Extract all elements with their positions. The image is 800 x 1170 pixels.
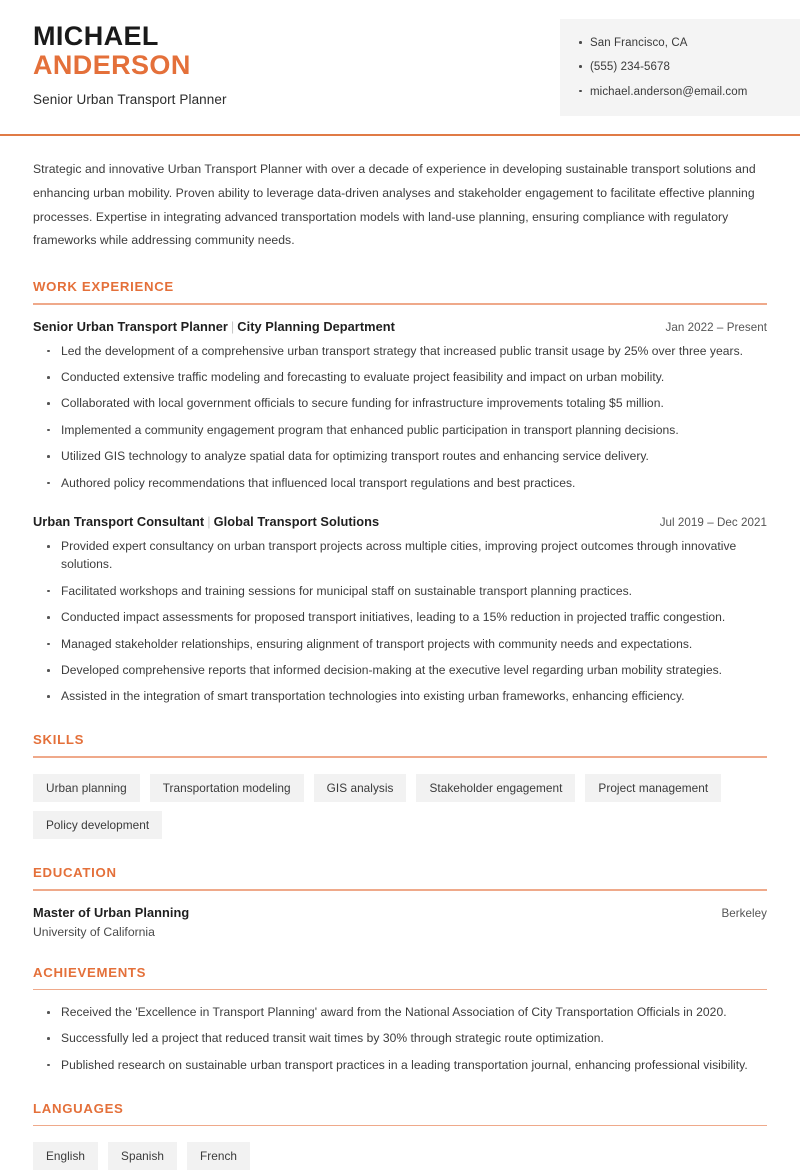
list-item: Successfully led a project that reduced transit wait times by 30% through strategic route optimization. <box>47 1030 767 1048</box>
work-entry-bullets <box>33 538 767 706</box>
language-chip: English <box>33 1142 98 1170</box>
education-degree: Master of Urban Planning <box>33 904 190 920</box>
contact-list <box>560 31 800 104</box>
skill-chip: Project management <box>585 774 721 802</box>
section-rule <box>33 989 767 991</box>
list-item: Collaborated with local government officials to secure funding for infrastructure improvements totaling $5 million. <box>47 395 767 413</box>
section-achievements <box>33 965 767 1075</box>
list-item: Managed stakeholder relationships, ensuring alignment of transport projects with community needs and expectations. <box>47 636 767 654</box>
list-item: Conducted impact assessments for proposed transport initiatives, leading to a 15% reduction in projected traffic congestion. <box>47 609 767 627</box>
title-separator: | <box>230 318 235 334</box>
skill-chip: Transportation modeling <box>150 774 304 802</box>
education-institution: University of California <box>33 924 155 939</box>
list-item: Authored policy recommendations that influenced local transport regulations and best practices. <box>47 475 767 493</box>
list-item: Conducted extensive traffic modeling and forecasting to evaluate project feasibility and impact on urban mobility. <box>47 369 767 387</box>
section-title-education: EDUCATION <box>33 865 117 881</box>
section-title-work-experience: WORK EXPERIENCE <box>33 279 174 295</box>
section-rule <box>33 1125 767 1127</box>
work-entry-company: Global Transport Solutions <box>213 514 380 530</box>
achievements-list <box>33 1004 767 1075</box>
skills-chip-list <box>33 772 767 839</box>
language-chip: French <box>187 1142 250 1170</box>
work-entry-date: Jan 2022 – Present <box>665 320 767 334</box>
work-entry-header <box>33 514 767 529</box>
section-rule <box>33 889 767 891</box>
work-entry <box>33 319 767 493</box>
header-identity <box>0 0 560 107</box>
section-languages <box>33 1101 767 1170</box>
contact-item-location: San Francisco, CA <box>590 31 786 55</box>
last-name: ANDERSON <box>33 50 191 81</box>
education-location: Berkeley <box>721 906 767 920</box>
list-item: Received the 'Excellence in Transport Planning' award from the National Association of City Transportation Officials in 2020. <box>47 1004 767 1022</box>
section-skills <box>33 732 767 839</box>
section-rule <box>33 756 767 758</box>
work-entry-date: Jul 2019 – Dec 2021 <box>659 516 767 530</box>
work-entry-title <box>33 514 379 529</box>
title-separator: | <box>207 514 211 530</box>
work-entry-title <box>33 319 395 334</box>
resume-header <box>0 0 800 134</box>
header-divider <box>0 134 800 136</box>
list-item: Developed comprehensive reports that informed decision-making at the executive level regarding urban mobility strategies. <box>47 662 767 680</box>
list-item: Implemented a community engagement program that enhanced public participation in transport planning decisions. <box>47 422 767 440</box>
work-entry-bullets <box>33 343 767 493</box>
skill-chip: Policy development <box>33 811 162 839</box>
list-item: Utilized GIS technology to analyze spatial data for optimizing transport routes and enhancing service delivery. <box>47 448 767 466</box>
list-item: Led the development of a comprehensive urban transport strategy that increased public transit usage by 25% over three years. <box>47 343 767 361</box>
section-rule <box>33 303 767 305</box>
language-chip: Spanish <box>108 1142 177 1170</box>
resume-body <box>0 158 800 1170</box>
education-entry <box>33 905 767 939</box>
education-entry-header <box>33 905 767 920</box>
list-item: Assisted in the integration of smart transportation technologies into existing urban frameworks, enhancing efficiency. <box>47 688 767 706</box>
contact-item-phone[interactable]: (555) 234-5678 <box>590 55 786 79</box>
contact-info-box <box>560 19 800 116</box>
skill-chip: GIS analysis <box>314 774 407 802</box>
languages-chip-list <box>33 1140 767 1170</box>
section-work-experience <box>33 279 767 706</box>
professional-headline: Senior Urban Transport Planner <box>33 92 227 108</box>
first-name: MICHAEL <box>33 21 159 51</box>
section-title-skills: SKILLS <box>33 732 85 748</box>
section-title-achievements: ACHIEVEMENTS <box>33 964 147 980</box>
work-entry-role: Urban Transport Consultant <box>33 514 205 530</box>
work-entry-company: City Planning Department <box>237 318 395 334</box>
section-title-languages: LANGUAGES <box>33 1100 124 1116</box>
work-entry-role: Senior Urban Transport Planner <box>33 318 228 334</box>
skill-chip: Stakeholder engagement <box>416 774 575 802</box>
work-entry <box>33 514 767 706</box>
list-item: Provided expert consultancy on urban transport projects across multiple cities, improving project outcomes through innovative solutions. <box>47 538 767 574</box>
contact-item-email[interactable]: michael.anderson@email.com <box>590 80 786 104</box>
section-education <box>33 865 767 939</box>
work-entry-header <box>33 319 767 334</box>
professional-summary: Strategic and innovative Urban Transport Planner with over a decade of experience in developing sustainable transport solutions and enhancing urban mobility. Proven ability to leverage data-driven analyses and stakeholder engagement to facilitate effective planning processes. Expertise in integrating advanced transportation models with land-use planning, ensuring compliance with regulatory frameworks while addressing community needs. <box>33 162 756 248</box>
skill-chip: Urban planning <box>33 774 140 802</box>
list-item: Facilitated workshops and training sessions for municipal staff on sustainable transport planning practices. <box>47 583 767 601</box>
list-item: Published research on sustainable urban transport practices in a leading transportation journal, enhancing professional visibility. <box>47 1057 767 1075</box>
